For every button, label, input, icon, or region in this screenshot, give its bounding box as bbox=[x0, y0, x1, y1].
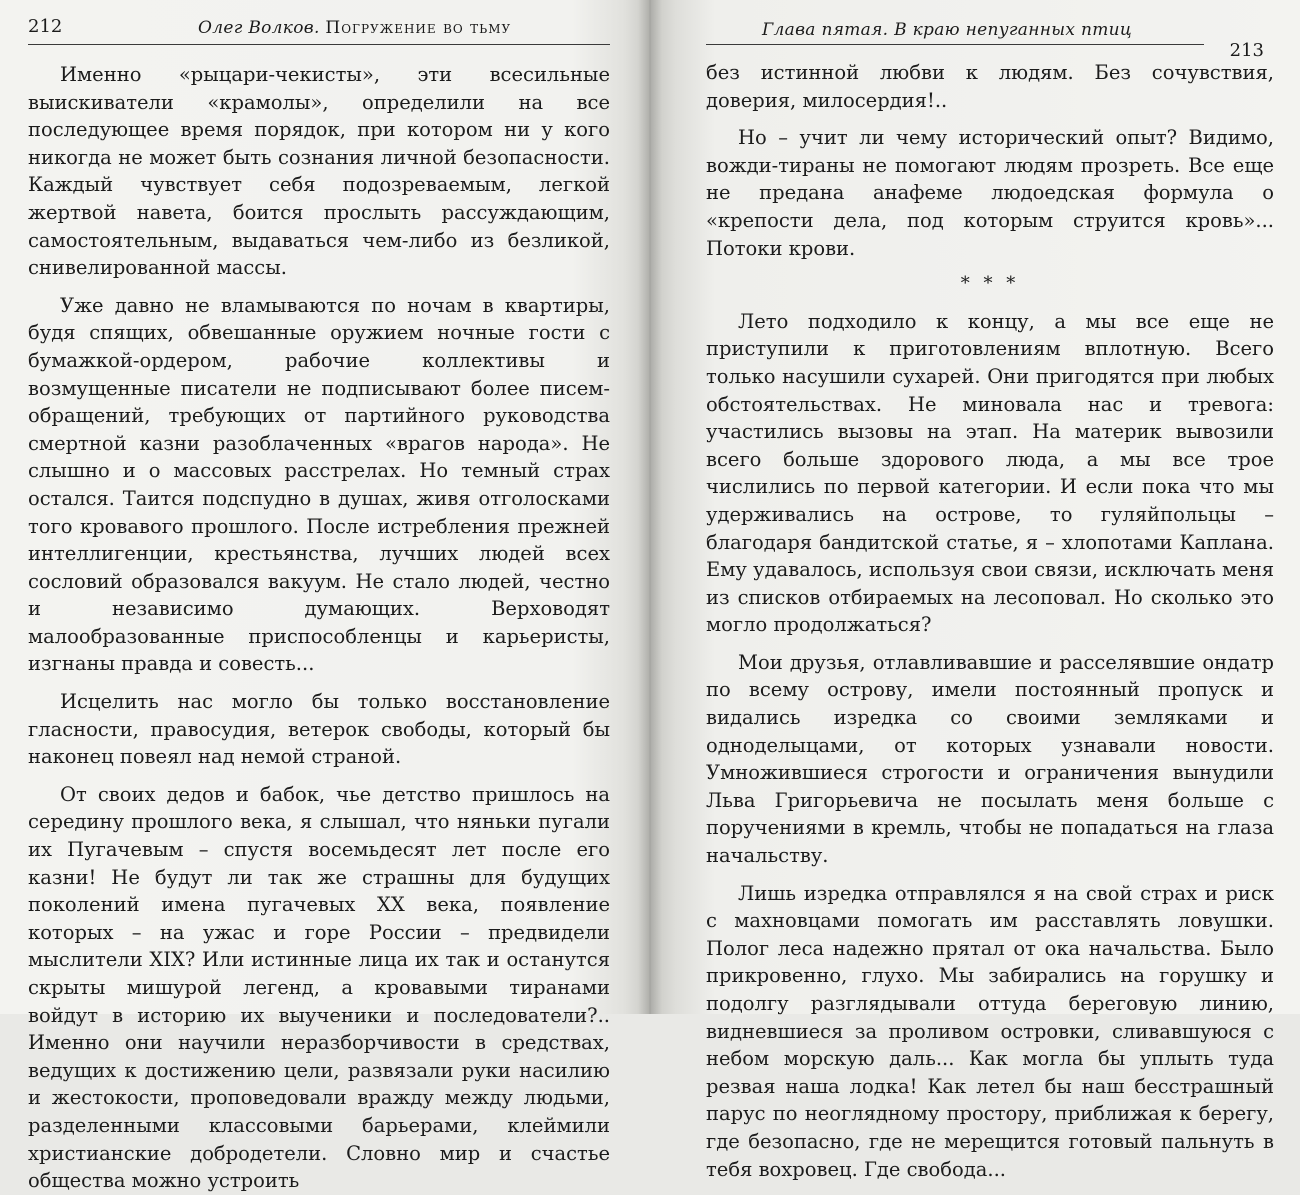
running-head-chapter: Глава пятая. bbox=[762, 20, 889, 40]
paragraph: Лишь изредка отправлялся я на свой страх и риск с махновцами помогать им расставлять ловушки. Полог леса надежно прятал от ока начальства. Было прикровенно, глухо. Мы забирались на горушку и подолгу разглядывали оттуда береговую линию, видневшиеся за проливом островки, сливавшуюся с небом морскую даль... Как могла бы уплыть туда резвая наша лодка! Как летел бы наш бесстрашный парус по неоглядному простору, приближая к берегу, где безопасно, где не мерещится готовый пальнуть в тебя вохровец. Где свобода... bbox=[706, 881, 1274, 1181]
running-head-chapter-title: В краю непуганных птиц bbox=[894, 20, 1133, 40]
paragraph: От своих дедов и бабок, чье детство пришлось на середину прошлого века, я слышал, что няньки пугали их Пугачевым – спустя восемьдесят лет после его казни! Не будут ли так же страшны для будущих поколений имена пугачевых XX века, появление которых – на ужас и горе России – предвидели мыслители XIX? Или истинные лица их так и останутся скрыты мишурой легенд, а кровавыми тиранами войдут в историю их выученики и последователи?.. Именно они научили неразборчивости в средствах, ведущих к достижению цели, развязали руки насилию и жестокости, проповедовали вражду между людьми, разделенными классовыми барьерами, клеймили христианские добродетели. Словно мир и счастье общества можно устроить bbox=[28, 782, 610, 1193]
section-break: * * * bbox=[960, 273, 1020, 295]
paragraph: Исцелить нас могло бы только восстановление гласности, правосудия, ветерок свободы, который бы наконец повеял над немой страной. bbox=[28, 690, 610, 769]
right-page-body bbox=[706, 59, 1274, 1183]
paragraph: Уже давно не вламываются по ночам в квартиры, будя спящих, обвешанные оружием ночные гости с бумажкой-ордером, рабочие коллективы и возмущенные писатели не подписывают более писем-обращений, требующих от партийного руководства смертной казни разоблаченных «врагов народа». Не слышно и о массовых расстрелах. Но темный страх остался. Таится подспудно в душах, живя отголосками того кровавого прошлого. После истребления прежней интеллигенции, крестьянства, лучших людей всех сословий образовался вакуум. Не стало людей, честно и независимо думающих. Верховодят малообразованные приспособленцы и карьеристы, изгнаны правда и совесть... bbox=[28, 293, 610, 676]
running-head-book-title: Погружение во тьму bbox=[325, 18, 512, 38]
right-running-header bbox=[706, 16, 1204, 45]
right-page bbox=[650, 0, 1300, 1181]
left-page-body bbox=[28, 61, 610, 1195]
running-head-author: Олег Волков. bbox=[198, 18, 320, 38]
right-running-head bbox=[762, 20, 1132, 40]
paragraph: Именно «рыцари-чекисты», эти всесильные выискиватели «крамолы», определили на все последующее время порядок, при котором ни у кого никогда не может быть сознания личной безопасности. Каждый чувствует себя подозреваемым, легкой жертвой навета, боится прослыть рассуждающим, самостоятельным, выдаваться чем-либо из безликой, снивелированной массы. bbox=[28, 63, 610, 280]
paragraph: Но – учит ли чему исторический опыт? Видимо, вожди-тираны не помогают людям прозреть. Все еще не предана анафеме людоедская формула о «крепости дела, под которым струится кровь»... Потоки крови. bbox=[706, 126, 1274, 260]
left-page bbox=[0, 0, 650, 1193]
right-page-number: 213 bbox=[1229, 40, 1264, 61]
left-page-number: 212 bbox=[28, 16, 63, 37]
left-running-head bbox=[198, 18, 511, 38]
paragraph: Лето подходило к концу, а мы все еще не приступили к приготовлениям вплотную. Всего только насушили сухарей. Они пригодятся при любых обстоятельствах. Не миновала нас и тревога: участились вызовы на этап. На материк вывозили всего больше здорового люда, а мы все трое числились по первой категории. И если пока что мы удерживались на острове, то гуляйпольцы – благодаря бандитской статье, я – хлопотами Каплана. Ему удавалось, используя свои связи, исключать меня из списков отбираемых на лесоповал. Но сколько это могло продолжаться? bbox=[706, 309, 1274, 637]
paragraph: Мои друзья, отлавливавшие и расселявшие ондатр по всему острову, имели постоянный пропуск и видались изредка со своими земляками и одноделыцами, от которых узнавали новости. Умножившиеся строгости и ограничения вынудили Льва Григорьевича не посылать меня больше с поручениями в кремль, чтобы не попадаться на глаза начальству. bbox=[706, 650, 1274, 868]
left-running-header bbox=[28, 16, 610, 45]
paragraph-continuation: без истинной любви к людям. Без сочувствия, доверия, милосердия!.. bbox=[706, 61, 1274, 112]
